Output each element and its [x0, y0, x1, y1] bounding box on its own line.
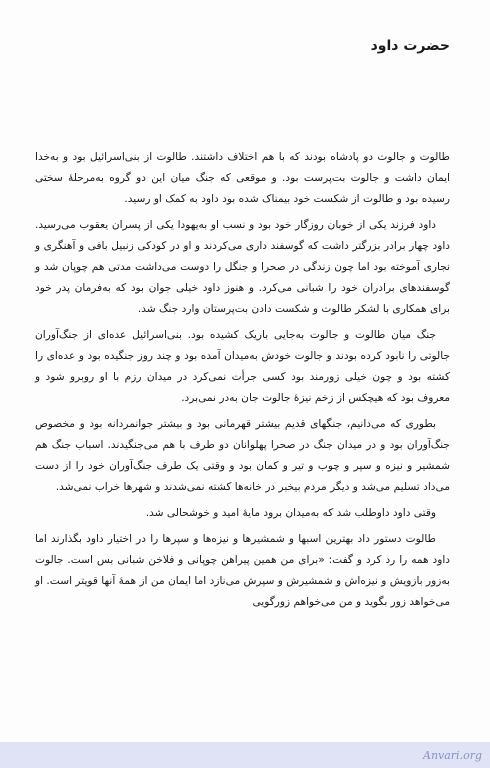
footer-bar	[0, 742, 490, 768]
paragraph: طالوت دستور داد بهترین اسبها و شمشیرها و نیزه‌ها و سپرها را در اختیار داود بگذارند اما داود همه را رد کرد و گفت: «برای من همین پیراهن چوپانی و فلاخن شبانی بس است. جالوت به‌زور بازویش و نیزه‌اش و شمشیرش و سپرش می‌نازد اما ایمان من از همهٔ آنها قویتر است. او می‌خواهد زور بگوید و من می‌خواهم زورگویی	[35, 533, 450, 608]
paragraph: وقتی داود داوطلب شد که به‌میدان برود مایهٔ امید و خوشحالی شد.	[145, 507, 436, 519]
paragraph: داود فرزند یکی از خوبان روزگار خود بود و نسب او به‌یهودا یکی از پسران یعقوب می‌رسید. داود چهار برادر بزرگتر داشت که گوسفند داری می‌کردند و او در کودکی زنبیل بافی و آهنگری و نجاری آموخته بود اما چون زندگی در صحرا و جنگل را دوست می‌داشت مدتی هم چوپان شد و گوسفندهای برادران خود را شبانی می‌کرد. و هنوز داود خیلی جوان بود که به‌فرمان پدر خود برای همکاری با لشکر طالوت و شکست دادن بت‌پرستان وارد جنگ شد.	[35, 219, 450, 315]
page-title: حضرت داود	[370, 38, 450, 54]
paragraph: جنگ میان طالوت و جالوت به‌جایی باریک کشیده بود. بنی‌اسرائیل عده‌ای از جنگ‌آوران جالوتی را نابود کرده بودند و جالوت خودش به‌میدان آمده بود و چند روز جنگیده بود و عده‌ای را کشته بود و چون خیلی زورمند بود کسی جرأت نمی‌کرد در میدان رزم با او روبرو شود و معروف بود که هیچکس از زخم نیزهٔ جالوت جان به‌در نمی‌برد.	[35, 329, 450, 404]
body-text	[35, 147, 450, 618]
paragraph: طالوت و جالوت دو پادشاه بودند که با هم اختلاف داشتند. طالوت از بنی‌اسرائیل بود و به‌خدا ایمان داشت و جالوت بت‌پرست بود. و موقعی که جنگ میان این دو گروه به‌مرحلهٔ سختی رسیده بود و طالوت از شکست خود بیمناک شده بود داود به کمک او رسید.	[35, 151, 450, 205]
watermark: Anvari.org	[423, 749, 482, 762]
paragraph: بطوری که می‌دانیم، جنگهای قدیم بیشتر قهرمانی بود و بیشتر جوانمردانه بود و مخصوص جنگ‌آوران بود و در میدان جنگ در صحرا پهلوانان دو طرف با هم می‌جنگیدند. اسباب جنگ هم شمشیر و نیزه و سپر و چوب و تیر و کمان بود و وقتی یک طرف جنگ‌آوران خود را از دست می‌داد تسلیم می‌شد و دیگر مردم بیخبر در خانه‌ها کشته نمی‌شدند و شهرها خراب نمی‌شد.	[35, 418, 450, 493]
